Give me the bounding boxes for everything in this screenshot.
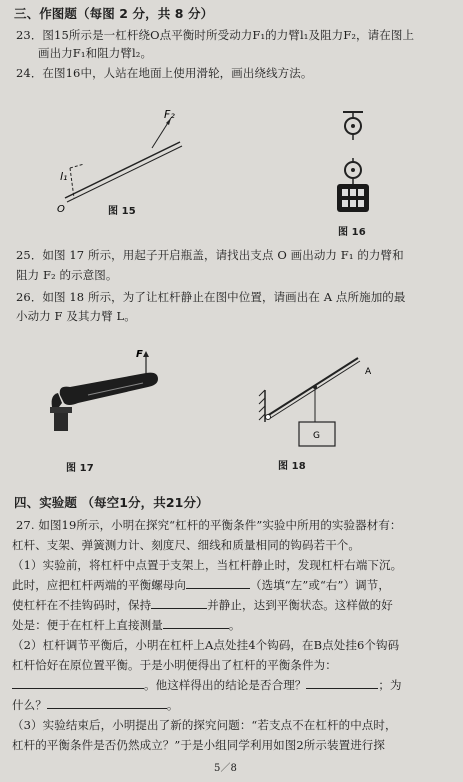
p1-line3-suffix: 并静止，达到平衡状态。这样做的好 <box>207 598 393 612</box>
bottle-neck <box>54 413 68 431</box>
fixed-pulley-axle <box>351 124 355 128</box>
p1-line4 <box>12 618 240 632</box>
wall-hatch <box>259 398 265 404</box>
q27-line1: 27. 如图19所示，小明在探究“杠杆的平衡条件”实验中所用的实验器材有： <box>16 518 402 532</box>
p1-line3 <box>12 598 393 612</box>
label-a: A <box>365 367 372 377</box>
force-line-dashed <box>70 164 84 168</box>
figure-18-lever <box>255 350 395 450</box>
p2-line3-end: ；为 <box>378 678 402 692</box>
pivot <box>266 415 271 420</box>
p2-line3-mid: 。他这样得出的结论是否合理？ <box>144 678 307 692</box>
p1-line2 <box>12 578 390 592</box>
answer-blank-condition[interactable] <box>12 678 144 689</box>
p1-line4-prefix: 处是：便于在杠杆上直接测量 <box>12 618 163 632</box>
weight-hole <box>358 200 364 207</box>
figure-18-caption: 图 18 <box>278 461 306 472</box>
p3-line1: （3）实验结束后，小明提出了新的探究问题：“若支点不在杠杆的中点时， <box>12 718 397 732</box>
weight-hole <box>350 189 356 196</box>
p2-line1: （2）杠杆调节平衡后，小明在杠杆上A点处挂4个钩码，在B点处挂6个钩码 <box>12 638 400 652</box>
p1-line1: （1）实验前，将杠杆中点置于支架上，当杠杆静止时，发现杠杆右端下沉。 <box>12 558 403 572</box>
answer-blank-state[interactable] <box>151 598 207 609</box>
answer-blank-reasonable[interactable] <box>306 678 378 689</box>
lever-bar <box>267 358 358 416</box>
label-g: G <box>313 431 320 441</box>
figure-15-caption: 图 15 <box>108 206 136 217</box>
q24-text: 24．在图16中，人站在地面上使用滑轮，画出绕线方法。 <box>16 66 313 80</box>
q26-line1: 26．如图 18 所示，为了让杠杆静止在图中位置，请画出在 A 点所施加的最 <box>16 290 406 304</box>
label-l1: l₁ <box>60 170 68 183</box>
q23-line1: 23．图15所示是一杠杆绕O点平衡时所受动力F₁的力臂l₁及阻力F₂，请在图上 <box>16 28 415 42</box>
bottle-cap <box>50 407 72 413</box>
lever-rod-edge <box>67 146 182 202</box>
wall-hatch <box>259 414 265 420</box>
figure-16-caption: 图 16 <box>338 227 366 238</box>
wall-hatch <box>259 390 265 396</box>
q25-line1: 25．如图 17 所示，用起子开启瓶盖，请找出支点 O 画出动力 F₁ 的力臂和 <box>16 248 404 262</box>
answer-blank-direction[interactable] <box>186 578 250 589</box>
answer-blank-measure[interactable] <box>163 618 229 629</box>
q25-line2: 阻力 F₂ 的示意图。 <box>16 268 118 282</box>
label-f: F <box>136 349 143 360</box>
wall-hatch <box>259 406 265 412</box>
label-o: O <box>57 204 65 215</box>
q26-line2: 小动力 F 及其力臂 L。 <box>16 309 136 323</box>
weight-hole <box>358 189 364 196</box>
opener-handle <box>60 373 158 405</box>
section-3-title: 三、作图题（每图 2 分，共 8 分） <box>14 6 214 21</box>
p1-line4-end: 。 <box>228 618 241 632</box>
weight-hole <box>350 200 356 207</box>
p1-line2-suffix: （选填“左”或“右”）调节， <box>250 578 390 592</box>
q27-line2: 杠杆、支架、弹簧测力计、刻度尺、细线和质量相同的钩码若干个。 <box>12 538 360 552</box>
p2-line2: 杠杆恰好在原位置平衡。于是小明便得出了杠杆的平衡条件为： <box>12 658 337 672</box>
q23-line2: 画出力F₁和阻力臂l₂。 <box>38 46 153 60</box>
figure-16-pulleys <box>325 110 385 225</box>
figure-17-bottle-opener <box>28 345 168 435</box>
p1-line2-prefix: 此时，应把杠杆两端的平衡螺母向 <box>12 578 186 592</box>
page-number: 5／8 <box>214 763 238 774</box>
p2-line4-end: 。 <box>166 698 179 712</box>
p2-line4-prefix: 什么？ <box>12 698 47 712</box>
lever-rod <box>65 142 180 198</box>
answer-blank-reason[interactable] <box>47 698 167 709</box>
weight-hole <box>342 189 348 196</box>
section-4-title: 四、实验题 （每空1分，共21分） <box>14 495 209 510</box>
force-f-arrowhead <box>143 351 149 357</box>
weight-hole <box>342 200 348 207</box>
p2-line3 <box>12 678 402 692</box>
figure-17-caption: 图 17 <box>66 463 94 474</box>
arm-l1-dashed <box>70 168 74 198</box>
figure-15-lever <box>40 110 190 215</box>
moving-pulley-axle <box>351 168 355 172</box>
p3-line2: 杠杆的平衡条件是否仍然成立？”于是小组同学利用如图2所示装置进行探 <box>12 738 385 752</box>
label-f2: F₂ <box>164 110 175 121</box>
weight-block <box>337 184 369 212</box>
p2-line4 <box>12 698 178 712</box>
p1-line3-prefix: 使杠杆在不挂钩码时，保持 <box>12 598 152 612</box>
